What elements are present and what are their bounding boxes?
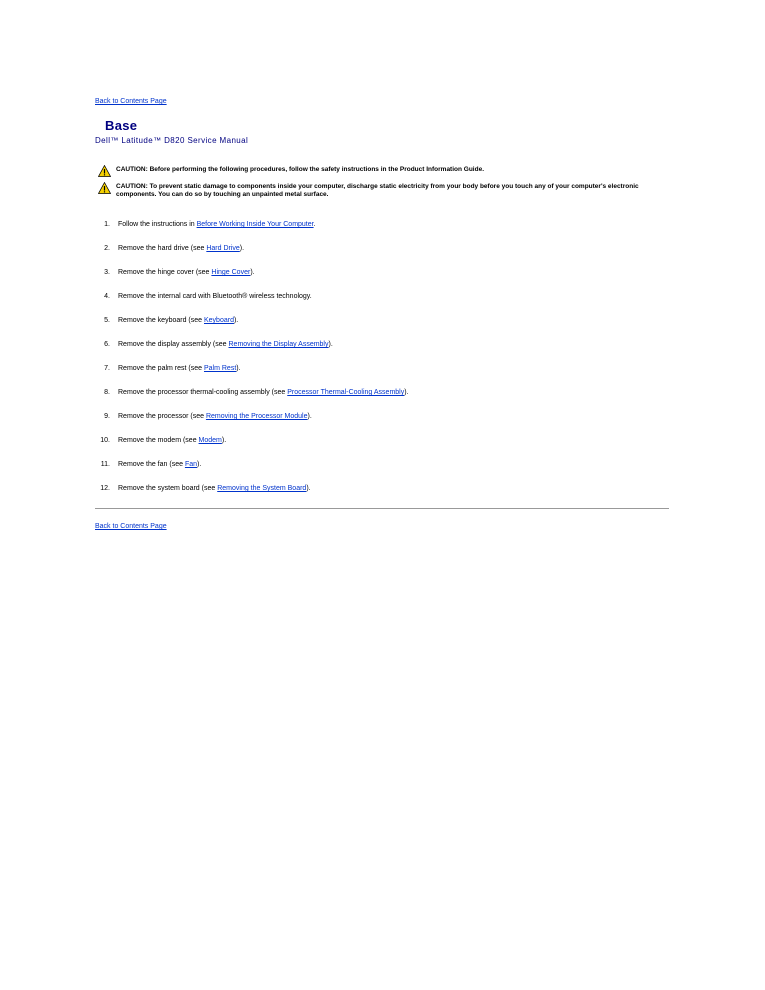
horizontal-divider xyxy=(95,508,669,509)
step-item xyxy=(95,245,409,269)
step-number: 3. xyxy=(104,269,110,276)
step-item xyxy=(95,317,409,341)
step-number: 7. xyxy=(104,365,110,372)
step-item xyxy=(95,461,409,485)
step-text: Remove the display assembly (see Removing the Display Assembly). xyxy=(118,341,333,348)
step-text: Remove the palm rest (see Palm Rest). xyxy=(118,365,241,372)
step-number: 8. xyxy=(104,389,110,396)
step-number: 5. xyxy=(104,317,110,324)
step-item xyxy=(95,341,409,365)
step-number: 6. xyxy=(104,341,110,348)
step-number: 1. xyxy=(104,221,110,228)
caution-text xyxy=(116,166,484,174)
page-title: Base xyxy=(105,118,138,133)
warning-triangle-icon xyxy=(98,182,111,194)
step-link[interactable]: Palm Rest xyxy=(203,365,237,372)
step-text: Remove the keyboard (see Keyboard). xyxy=(118,317,239,324)
step-text: Remove the fan (see Fan). xyxy=(118,461,202,468)
caution-body: Before performing the following procedures, follow the safety instructions in the Product Information Guide. xyxy=(147,166,484,173)
caution-notice xyxy=(98,183,668,199)
step-link[interactable]: Hinge Cover xyxy=(211,269,251,276)
step-number: 10. xyxy=(100,437,110,444)
step-link[interactable]: Keyboard xyxy=(204,317,234,324)
step-item xyxy=(95,293,409,317)
caution-text xyxy=(116,183,668,199)
procedure-steps xyxy=(95,221,409,509)
step-link[interactable]: Hard Drive xyxy=(206,245,240,252)
step-link[interactable]: Processor Thermal-Cooling Assembly xyxy=(287,389,405,396)
step-link[interactable]: Removing the Display Assembly xyxy=(228,341,329,348)
caution-label: CAUTION: xyxy=(116,166,148,173)
step-number: 9. xyxy=(104,413,110,420)
manual-subtitle: Dell™ Latitude™ D820 Service Manual xyxy=(95,136,249,145)
step-text: Remove the hinge cover (see Hinge Cover). xyxy=(118,269,255,276)
step-number: 4. xyxy=(104,293,110,300)
step-text: Remove the processor (see Removing the Processor Module). xyxy=(118,413,312,420)
step-number: 12. xyxy=(100,485,110,492)
step-item xyxy=(95,269,409,293)
step-text: Remove the hard drive (see Hard Drive). xyxy=(118,245,245,252)
step-text: Remove the processor thermal-cooling assembly (see Processor Thermal-Cooling Assembly). xyxy=(118,389,409,396)
back-to-contents-link-bottom[interactable]: Back to Contents Page xyxy=(95,523,167,530)
caution-label: CAUTION: xyxy=(116,183,148,190)
step-link[interactable]: Fan xyxy=(184,461,197,468)
step-link[interactable]: Modem xyxy=(198,437,222,444)
step-item xyxy=(95,485,409,509)
step-text: Remove the internal card with Bluetooth® wireless technology. xyxy=(118,293,312,300)
step-link[interactable]: Before Working Inside Your Computer xyxy=(196,221,314,228)
back-to-contents-link-top[interactable]: Back to Contents Page xyxy=(95,98,167,105)
caution-notice xyxy=(98,166,668,177)
step-text: Remove the system board (see Removing the System Board). xyxy=(118,485,311,492)
step-item xyxy=(95,437,409,461)
step-item xyxy=(95,365,409,389)
step-number: 11. xyxy=(100,461,110,468)
step-item xyxy=(95,221,409,245)
step-link[interactable]: Removing the Processor Module xyxy=(205,413,308,420)
step-item xyxy=(95,389,409,413)
step-text: Follow the instructions in Before Working Inside Your Computer. xyxy=(118,221,316,228)
warning-triangle-icon xyxy=(98,165,111,177)
step-number: 2. xyxy=(104,245,110,252)
caution-body: To prevent static damage to components inside your computer, discharge static electricity from your body before you touch any of your computer's electronic components. You can do so by touching an unpainted metal surface. xyxy=(116,183,639,198)
step-text: Remove the modem (see Modem). xyxy=(118,437,227,444)
step-item xyxy=(95,413,409,437)
step-link[interactable]: Removing the System Board xyxy=(217,485,307,492)
